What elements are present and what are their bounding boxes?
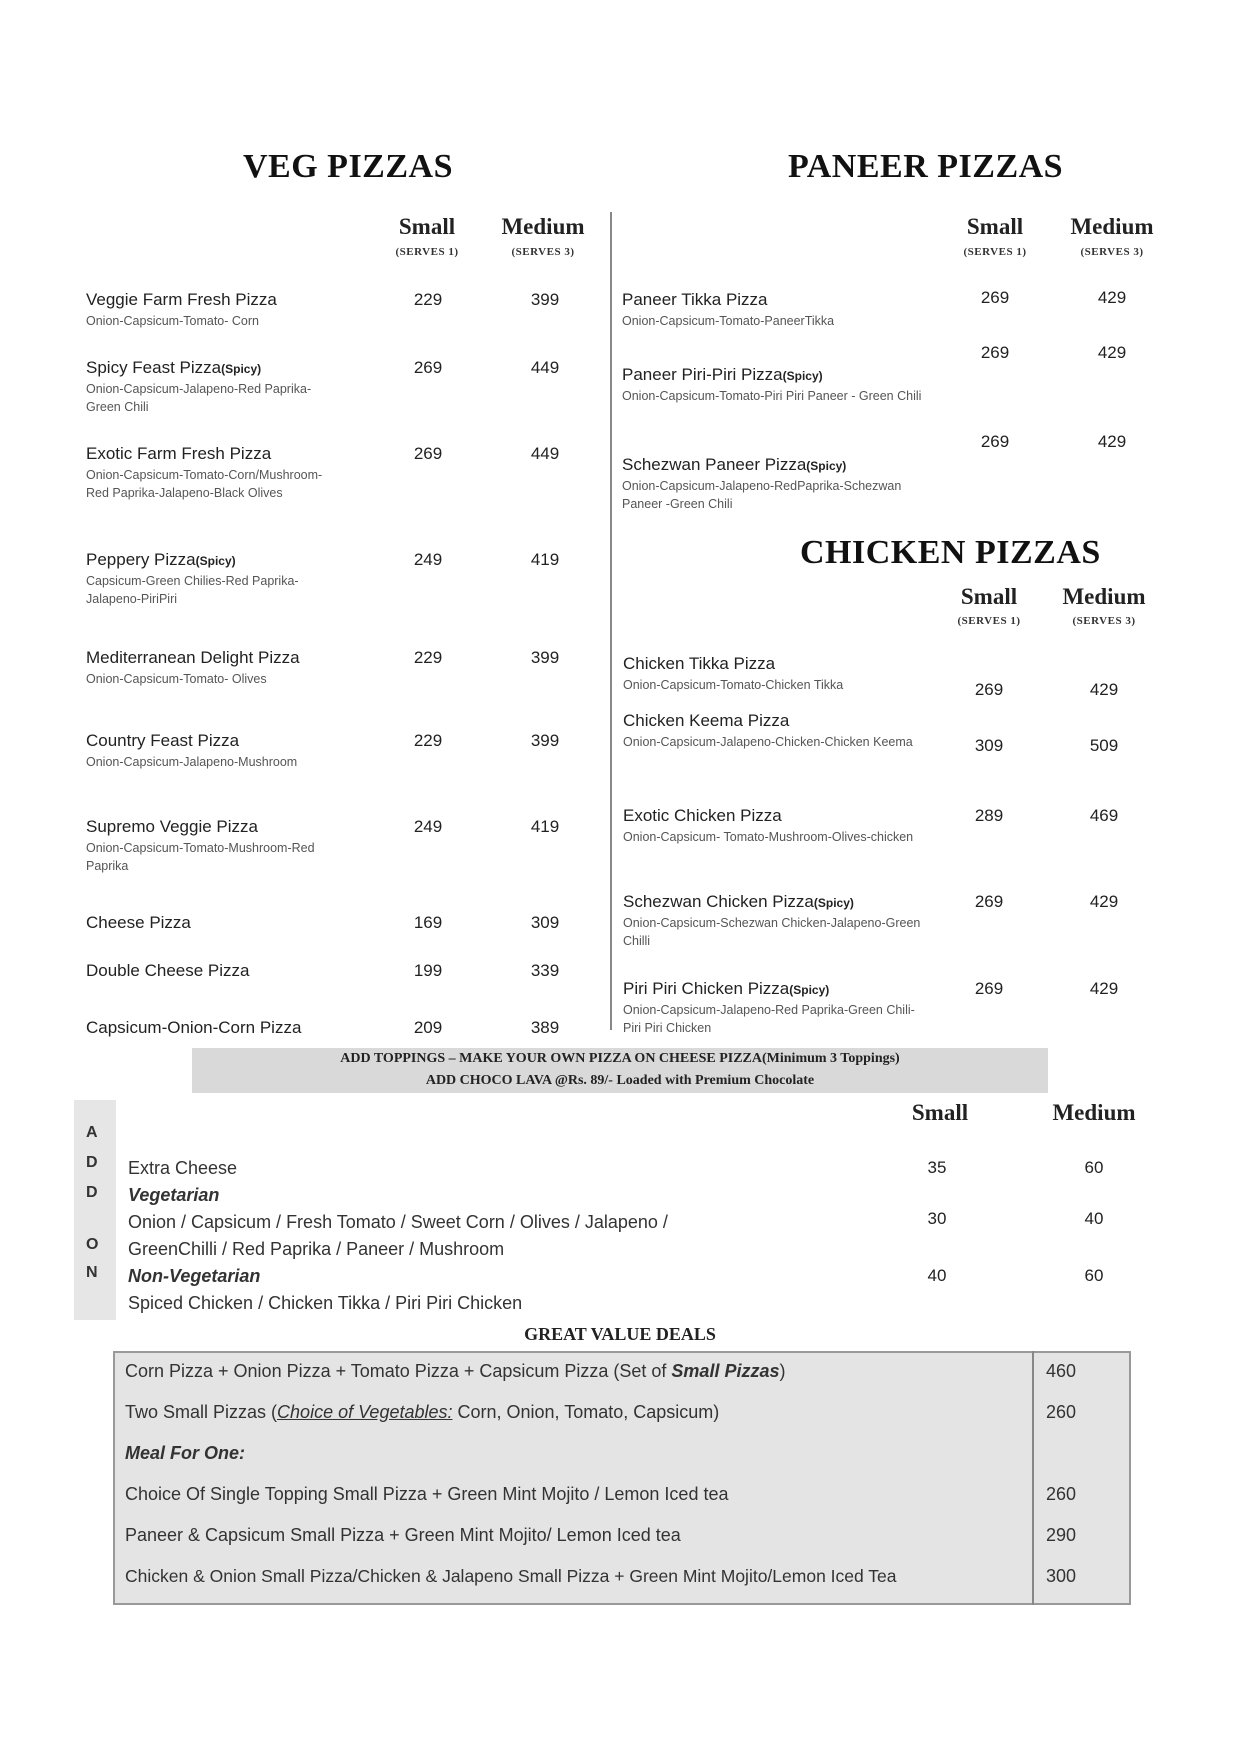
addon-veg-line1: Onion / Capsicum / Fresh Tomato / Sweet Corn / Olives / Jalapeno / <box>128 1212 668 1232</box>
deal-row-1-emphasis: Small Pizzas <box>671 1361 780 1381</box>
menu-item-name <box>623 654 775 674</box>
menu-item-description: Onion-Capsicum-Tomato-Chicken Tikka <box>623 678 844 692</box>
menu-item-name <box>623 711 789 731</box>
menu-item-description: Onion-Capsicum-Jalapeno-Chicken-Chicken Keema <box>623 735 913 749</box>
menu-item-title: Paneer Piri-Piri Pizza <box>622 365 783 384</box>
addon-nonveg-medium: 60 <box>1084 1266 1104 1285</box>
menu-item-name <box>86 961 249 981</box>
deal-row-1-price: 460 <box>1046 1361 1077 1381</box>
menu-item-title: Mediterranean Delight Pizza <box>86 648 300 667</box>
price-medium: 429 <box>1097 288 1127 307</box>
addon-veg-line2: GreenChilli / Red Paprika / Paneer / Mushroom <box>128 1239 505 1259</box>
deals-price-divider <box>1032 1351 1034 1605</box>
price-small: 249 <box>413 550 443 569</box>
price-medium: 509 <box>1089 736 1119 755</box>
deal-row-2-emphasis: Choice of Vegetables: <box>277 1402 453 1422</box>
price-small: 309 <box>974 736 1004 755</box>
menu-item-name <box>86 731 239 751</box>
price-medium: 419 <box>530 550 560 569</box>
menu-item-title: Supremo Veggie Pizza <box>86 817 258 836</box>
menu-item-description: Onion-Capsicum-Schezwan Chicken-Jalapeno-Green Chilli <box>623 916 921 948</box>
addon-veg-heading: Vegetarian <box>128 1185 220 1205</box>
price-small: 209 <box>413 1018 443 1037</box>
addon-veg-medium: 40 <box>1084 1209 1104 1228</box>
menu-item-name <box>623 806 782 826</box>
price-medium: 339 <box>530 961 560 980</box>
addon-letter: D <box>86 1184 98 1201</box>
menu-item-description: Onion-Capsicum- Tomato-Mushroom-Olives-chicken <box>623 830 914 844</box>
addon-veg-small: 30 <box>927 1209 947 1228</box>
addon-small-header: Small <box>911 1100 969 1125</box>
menu-item-description: Onion-Capsicum-Tomato-Piri Piri Paneer - Green Chili <box>622 389 922 403</box>
chicken-small-serves: (SERVES 1) <box>957 615 1021 627</box>
price-medium: 419 <box>530 817 560 836</box>
deal-row-1-text-b: ) <box>779 1361 786 1381</box>
menu-item-description: Capsicum-Green Chilies-Red Paprika-Jalapeno-PiriPiri <box>86 574 299 606</box>
veg-pizzas-title: VEG PIZZAS <box>243 148 453 185</box>
deal-row-2 <box>125 1402 719 1423</box>
menu-item-description: Onion-Capsicum-Jalapeno-Red Paprika-Green Chili- Piri Piri Chicken <box>623 1003 915 1035</box>
paneer-small-serves: (SERVES 1) <box>963 246 1027 258</box>
price-medium: 399 <box>530 648 560 667</box>
veg-small-header: Small <box>398 214 456 239</box>
deal-row-3-price: 260 <box>1046 1484 1077 1504</box>
menu-item-description: Onion-Capsicum-Tomato-Mushroom-Red Paprika <box>86 841 315 873</box>
menu-item-name <box>86 444 271 464</box>
spicy-tag: (Spicy) <box>789 983 830 997</box>
menu-item-name <box>623 979 829 999</box>
deal-row-3: Choice Of Single Topping Small Pizza + Green Mint Mojito / Lemon Iced tea <box>125 1484 729 1504</box>
price-medium: 429 <box>1089 680 1119 699</box>
addon-letter: N <box>86 1264 98 1281</box>
price-small: 269 <box>980 288 1010 307</box>
price-medium: 429 <box>1089 892 1119 911</box>
price-medium: 469 <box>1089 806 1119 825</box>
menu-item-name <box>623 892 854 912</box>
price-small: 269 <box>980 432 1010 451</box>
chicken-medium-header: Medium <box>1062 584 1146 609</box>
spicy-tag: (Spicy) <box>813 896 854 910</box>
deal-row-1 <box>125 1361 785 1382</box>
price-small: 229 <box>413 290 443 309</box>
menu-item-name <box>86 358 261 378</box>
addon-nonveg-heading: Non-Vegetarian <box>128 1266 261 1286</box>
menu-item-title: Capsicum-Onion-Corn Pizza <box>86 1018 302 1037</box>
spicy-tag: (Spicy) <box>806 459 847 473</box>
spicy-tag: (Spicy) <box>221 362 262 376</box>
price-medium: 449 <box>530 358 560 377</box>
menu-item-title: Chicken Keema Pizza <box>623 711 790 730</box>
menu-item-name <box>86 817 258 837</box>
column-divider <box>610 212 612 1030</box>
veg-small-serves: (SERVES 1) <box>395 246 459 258</box>
price-small: 199 <box>413 961 443 980</box>
menu-item-title: Schezwan Chicken Pizza <box>623 892 814 911</box>
menu-item-title: Double Cheese Pizza <box>86 961 250 980</box>
deal-row-1-text-a: Corn Pizza + Onion Pizza + Tomato Pizza + Capsicum Pizza (Set of <box>125 1361 672 1381</box>
menu-item-description: Onion-Capsicum-Jalapeno-Red Paprika-Green Chili <box>86 382 312 414</box>
menu-item-description: Onion-Capsicum-Tomato-PaneerTikka <box>622 314 835 328</box>
deal-row-2-price: 260 <box>1046 1402 1077 1422</box>
deal-row-5: Chicken & Onion Small Pizza/Chicken & Jalapeno Small Pizza + Green Mint Mojito/Lemon Iced Tea <box>125 1566 897 1586</box>
toppings-banner <box>192 1048 1048 1093</box>
addon-letter: O <box>86 1236 99 1253</box>
menu-item-description: Onion-Capsicum-Tomato-Corn/Mushroom- Red Paprika-Jalapeno-Black Olives <box>86 468 323 500</box>
chicken-medium-serves: (SERVES 3) <box>1072 615 1136 627</box>
menu-item-title: Paneer Tikka Pizza <box>622 290 768 309</box>
menu-item-title: Piri Piri Chicken Pizza <box>623 979 790 998</box>
addon-medium-header: Medium <box>1052 1100 1136 1125</box>
chicken-pizzas-title: CHICKEN PIZZAS <box>800 534 1101 571</box>
spicy-tag: (Spicy) <box>195 554 236 568</box>
price-medium: 399 <box>530 290 560 309</box>
menu-item-title: Schezwan Paneer Pizza <box>622 455 807 474</box>
menu-item-title: Exotic Farm Fresh Pizza <box>86 444 272 463</box>
menu-item-title: Country Feast Pizza <box>86 731 240 750</box>
price-medium: 429 <box>1097 343 1127 362</box>
menu-item-name <box>86 290 277 310</box>
price-small: 269 <box>413 444 443 463</box>
addon-nonveg-line: Spiced Chicken / Chicken Tikka / Piri Piri Chicken <box>128 1293 523 1313</box>
addon-extra-cheese: Extra Cheese <box>128 1158 238 1178</box>
deal-meal-heading: Meal For One: <box>125 1443 246 1463</box>
toppings-banner-line2: ADD CHOCO LAVA @Rs. 89/- Loaded with Premium Chocolate <box>425 1073 815 1088</box>
menu-item-title: Cheese Pizza <box>86 913 191 932</box>
menu-item-name <box>86 550 236 570</box>
menu-item-description: Onion-Capsicum-Jalapeno-Mushroom <box>86 755 298 769</box>
price-small: 269 <box>413 358 443 377</box>
price-small: 269 <box>974 680 1004 699</box>
price-small: 169 <box>413 913 443 932</box>
deal-row-4: Paneer & Capsicum Small Pizza + Green Mint Mojito/ Lemon Iced tea <box>125 1525 681 1545</box>
price-small: 249 <box>413 817 443 836</box>
price-small: 229 <box>413 731 443 750</box>
chicken-small-header: Small <box>960 584 1018 609</box>
addon-letter: D <box>86 1154 98 1171</box>
deal-row-2-text-a: Two Small Pizzas ( <box>125 1402 278 1422</box>
price-small: 289 <box>974 806 1004 825</box>
addon-extra-cheese-small: 35 <box>927 1158 947 1177</box>
menu-item-name <box>622 455 846 475</box>
paneer-medium-serves: (SERVES 3) <box>1080 246 1144 258</box>
spicy-tag: (Spicy) <box>782 369 823 383</box>
deal-row-2-text-b: Corn, Onion, Tomato, Capsicum) <box>452 1402 720 1422</box>
menu-item-name <box>622 365 823 385</box>
menu-item-title: Spicy Feast Pizza <box>86 358 222 377</box>
menu-item-name <box>86 1018 301 1038</box>
menu-item-title: Exotic Chicken Pizza <box>623 806 782 825</box>
menu-item-description: Onion-Capsicum-Tomato- Corn <box>86 314 259 328</box>
deal-row-4-price: 290 <box>1046 1525 1077 1545</box>
price-medium: 399 <box>530 731 560 750</box>
menu-item-title: Veggie Farm Fresh Pizza <box>86 290 277 309</box>
menu-item-description: Onion-Capsicum-Jalapeno-RedPaprika-Schezwan Paneer -Green Chili <box>622 479 902 511</box>
menu-item-description: Onion-Capsicum-Tomato- Olives <box>86 672 267 686</box>
menu-item-title: Peppery Pizza <box>86 550 196 569</box>
price-small: 269 <box>980 343 1010 362</box>
paneer-small-header: Small <box>966 214 1024 239</box>
veg-medium-serves: (SERVES 3) <box>511 246 575 258</box>
menu-item-name <box>86 913 191 933</box>
price-medium: 429 <box>1097 432 1127 451</box>
price-medium: 429 <box>1089 979 1119 998</box>
price-medium: 449 <box>530 444 560 463</box>
toppings-banner-line1: ADD TOPPINGS – MAKE YOUR OWN PIZZA ON CHEESE PIZZA(Minimum 3 Toppings) <box>340 1051 900 1066</box>
price-small: 269 <box>974 892 1004 911</box>
paneer-pizzas-title: PANEER PIZZAS <box>788 148 1064 185</box>
price-medium: 389 <box>530 1018 560 1037</box>
addon-extra-cheese-medium: 60 <box>1084 1158 1104 1177</box>
veg-medium-header: Medium <box>501 214 585 239</box>
menu-item-title: Chicken Tikka Pizza <box>623 654 776 673</box>
paneer-medium-header: Medium <box>1070 214 1154 239</box>
addon-letter: A <box>86 1124 98 1141</box>
price-medium: 309 <box>530 913 560 932</box>
price-small: 229 <box>413 648 443 667</box>
deal-row-5-price: 300 <box>1046 1566 1077 1586</box>
menu-item-name <box>86 648 300 668</box>
menu-item-name <box>622 290 768 310</box>
deals-title: GREAT VALUE DEALS <box>524 1324 716 1344</box>
price-small: 269 <box>974 979 1004 998</box>
addon-nonveg-small: 40 <box>927 1266 947 1285</box>
